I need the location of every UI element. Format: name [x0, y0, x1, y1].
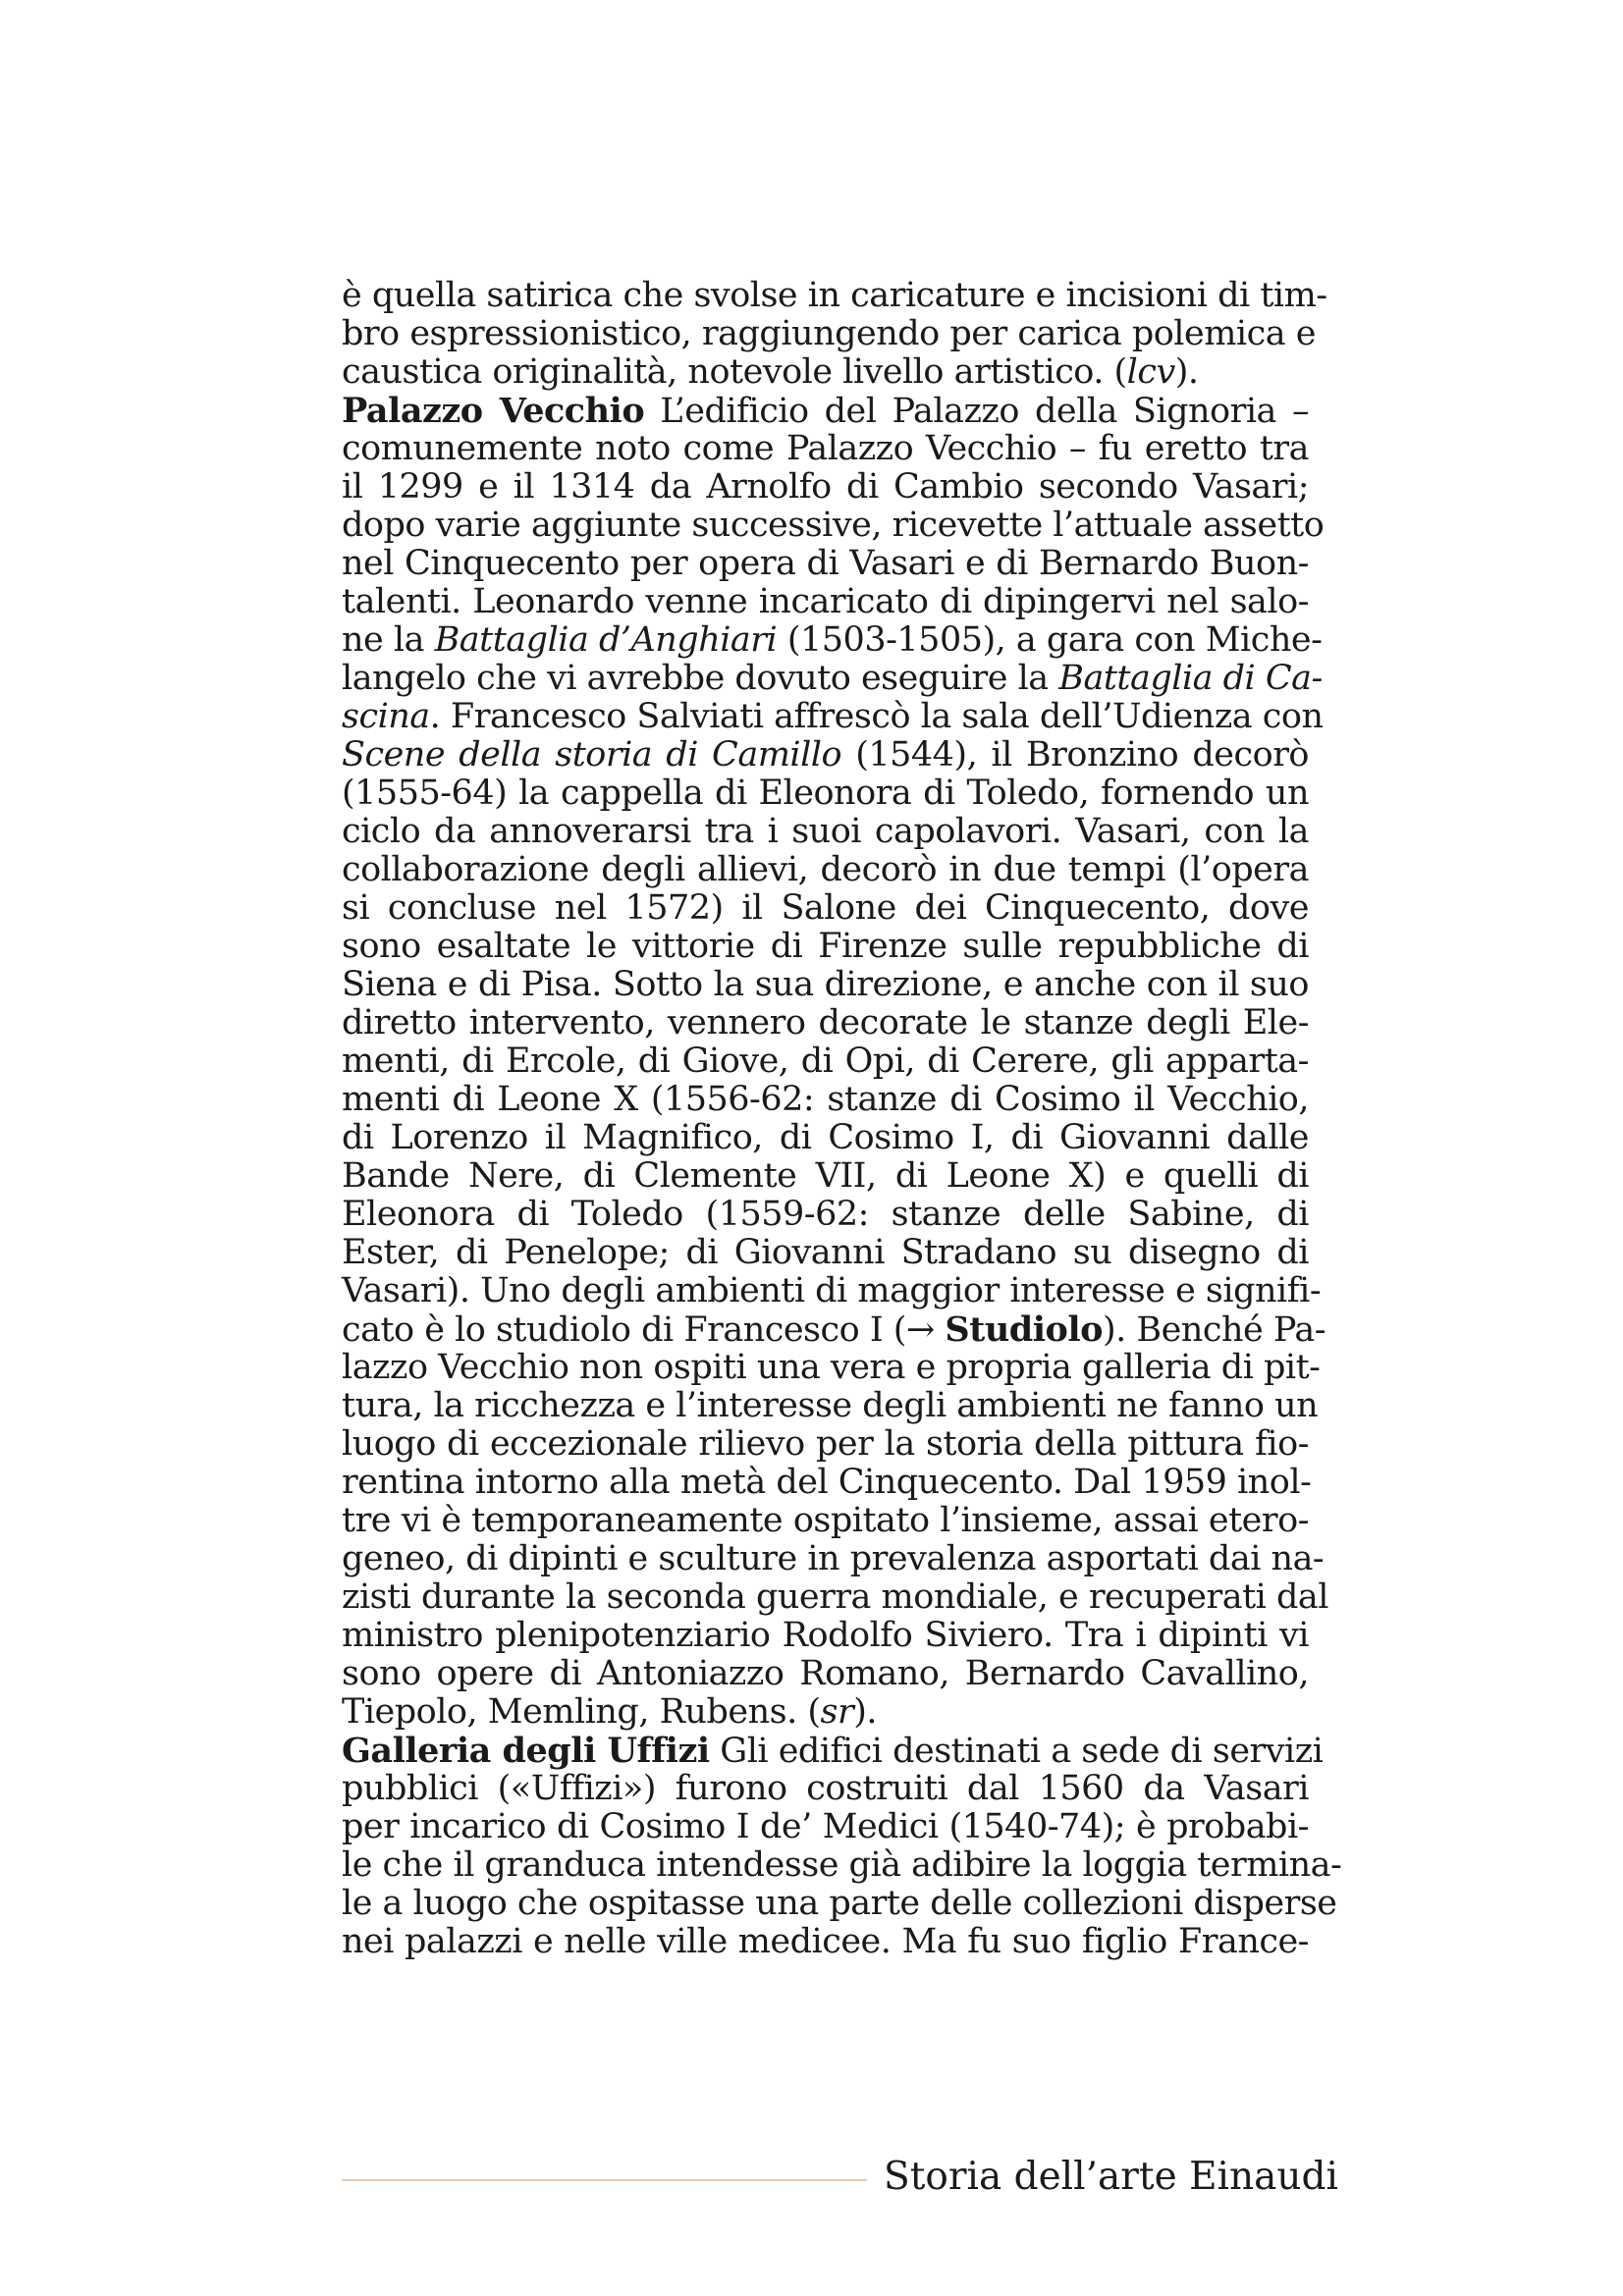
text-line [342, 774, 1309, 813]
line-text: Ester, di Penelope; di Giovanni Stradano su disegno di [342, 1233, 1309, 1272]
line-text-tail: . Francesco Salviati affrescò la sala dell’Udienza con [429, 697, 1324, 736]
italic-text: scina [342, 697, 430, 736]
line-text-tail: ). Benché Pa- [1103, 1310, 1326, 1350]
line-text: dopo varie aggiunte successive, ricevette l’attuale assetto [342, 506, 1325, 545]
italic-text: sr [820, 1692, 854, 1732]
line-text: per incarico di Cosimo I de’ Medici (1540-74); è probabi- [342, 1807, 1309, 1846]
entry-heading: Galleria degli Uffizi [342, 1731, 710, 1771]
text-line [342, 1348, 1321, 1387]
line-text: il 1299 e il 1314 da Arnolfo di Cambio secondo Vasari; [342, 467, 1309, 507]
line-text: cato è lo studiolo di Francesco I (→ [342, 1310, 946, 1350]
text-line [342, 813, 1309, 851]
line-text: ciclo da annoverarsi tra i suoi capolavori. Vasari, con la [342, 812, 1309, 851]
italic-text: Battaglia d’Anghiari [434, 620, 778, 660]
text-line [342, 353, 1309, 392]
line-text: nei palazzi e nelle ville medicee. Ma fu suo figlio France- [342, 1922, 1309, 1961]
line-text: zisti durante la seconda guerra mondiale, e recuperati dal [342, 1577, 1328, 1617]
text-line [342, 620, 1323, 660]
text-line [342, 506, 1325, 545]
line-text: L’edificio del Palazzo della Signoria – [644, 392, 1309, 431]
page-body-text [342, 276, 1342, 1961]
text-line [342, 1386, 1319, 1425]
line-text: bro espressionistico, raggiungendo per carica polemica e [342, 314, 1316, 353]
line-text-tail: (1503-1505), a gara con Miche- [777, 620, 1323, 660]
line-text: di Lorenzo il Magnifico, di Cosimo I, di Giovanni dalle [342, 1118, 1309, 1157]
text-line [342, 659, 1323, 698]
text-line [342, 1770, 1309, 1808]
line-text: tura, la ricchezza e l’interesse degli ambienti ne fanno un [342, 1386, 1319, 1425]
text-line [342, 889, 1309, 928]
line-text: lazzo Vecchio non ospiti una vera e propria galleria di pit- [342, 1348, 1321, 1387]
text-line [342, 1004, 1309, 1042]
italic-text: Scene della storia di Camillo [342, 735, 842, 774]
text-line [342, 468, 1309, 507]
text-line [342, 1502, 1309, 1540]
text-line [342, 697, 1324, 736]
line-text: Tiepolo, Memling, Rubens. ( [342, 1692, 821, 1732]
line-text: Siena e di Pisa. Sotto la sua direzione, e anche con il suo [342, 965, 1309, 1004]
text-line [342, 1923, 1309, 1961]
text-line [342, 851, 1309, 889]
line-text-tail: ). [1174, 352, 1199, 392]
text-line [342, 430, 1309, 468]
text-line [342, 928, 1309, 966]
text-line [342, 966, 1309, 1004]
text-line [342, 1577, 1328, 1617]
text-line [342, 1808, 1309, 1846]
line-text: menti di Leone X (1556-62: stanze di Cosimo il Vecchio, [342, 1080, 1309, 1119]
text-line [342, 1884, 1337, 1923]
line-text: diretto intervento, vennero decorate le stanze degli Ele- [342, 1003, 1309, 1042]
line-text: le che il granduca intendesse già adibire la loggia termina- [342, 1845, 1342, 1885]
line-text-tail: (1544), il Bronzino decorò [841, 735, 1309, 774]
text-line [342, 1309, 1326, 1350]
footer-divider [342, 2179, 867, 2181]
text-line [342, 1119, 1309, 1157]
line-text: si concluse nel 1572) il Salone dei Cinquecento, dove [342, 888, 1309, 928]
text-line [342, 1539, 1325, 1578]
line-text: ministro plenipotenziario Rodolfo Siviero. Tra i dipinti vi [342, 1616, 1309, 1655]
line-text: tre vi è temporaneamente ospitato l’insieme, assai etero- [342, 1501, 1309, 1540]
text-line [342, 314, 1316, 353]
line-text: sono esaltate le vittorie di Firenze sulle repubbliche di [342, 927, 1309, 966]
line-text: è quella satirica che svolse in caricature e incisioni di tim- [342, 276, 1327, 315]
text-line [342, 1271, 1322, 1310]
line-text: sono opere di Antoniazzo Romano, Bernardo Cavallino, [342, 1654, 1309, 1693]
line-text: Eleonora di Toledo (1559-62: stanze delle Sabine, di [342, 1195, 1309, 1234]
text-line [342, 736, 1309, 774]
text-line [342, 1463, 1312, 1502]
text-line [342, 1234, 1309, 1272]
text-line [342, 1425, 1309, 1464]
italic-text: lcv [1126, 352, 1175, 392]
footer-publisher-title: Storia dell’arte Einaudi [884, 2155, 1338, 2199]
text-line [342, 1196, 1309, 1234]
text-line [342, 583, 1309, 621]
text-line [342, 392, 1309, 430]
italic-text: Battaglia di Ca- [1058, 659, 1323, 698]
line-text: langelo che vi avrebbe dovuto eseguire la [342, 659, 1059, 698]
line-text: Vasari). Uno degli ambienti di maggior interesse e signifi- [342, 1271, 1322, 1310]
line-text: pubblici («Uffizi») furono costruiti dal 1560 da Vasari [342, 1769, 1309, 1808]
text-line [342, 1845, 1342, 1885]
text-line [342, 1157, 1309, 1196]
line-text: collaborazione degli allievi, decorò in due tempi (l’opera [342, 850, 1309, 889]
line-text: comunemente noto come Palazzo Vecchio – fu eretto tra [342, 429, 1309, 468]
text-line [342, 1042, 1309, 1081]
entry-heading: Palazzo Vecchio [342, 391, 645, 431]
text-line [342, 545, 1309, 583]
text-line [342, 1655, 1309, 1693]
line-text: le a luogo che ospitasse una parte delle collezioni disperse [342, 1884, 1337, 1923]
text-line [342, 1081, 1309, 1119]
line-text: geneo, di dipinti e sculture in prevalenza asportati dai na- [342, 1539, 1325, 1578]
line-text: ne la [342, 620, 435, 660]
line-text: (1555-64) la cappella di Eleonora di Toledo, fornendo un [342, 774, 1309, 813]
line-text: caustica originalità, notevole livello artistico. ( [342, 352, 1127, 392]
line-text: nel Cinquecento per opera di Vasari e di Bernardo Buon- [342, 544, 1309, 583]
cross-reference: Studiolo [945, 1309, 1104, 1350]
line-text: luogo di eccezionale rilievo per la storia della pittura fio- [342, 1424, 1309, 1464]
line-text: rentina intorno alla metà del Cinquecento. Dal 1959 inol- [342, 1463, 1312, 1502]
line-text-tail: ). [853, 1692, 877, 1732]
line-text: Gli edifici destinati a sede di servizi [709, 1732, 1324, 1771]
line-text: talenti. Leonardo venne incaricato di dipingervi nel salo- [342, 582, 1309, 621]
text-line [342, 276, 1327, 315]
text-line [342, 1617, 1309, 1655]
text-line [342, 1731, 1324, 1771]
line-text: menti, di Ercole, di Giove, di Opi, di Cerere, gli apparta- [342, 1041, 1309, 1081]
text-line [342, 1693, 1309, 1732]
line-text: Bande Nere, di Clemente VII, di Leone X) e quelli di [342, 1156, 1309, 1196]
